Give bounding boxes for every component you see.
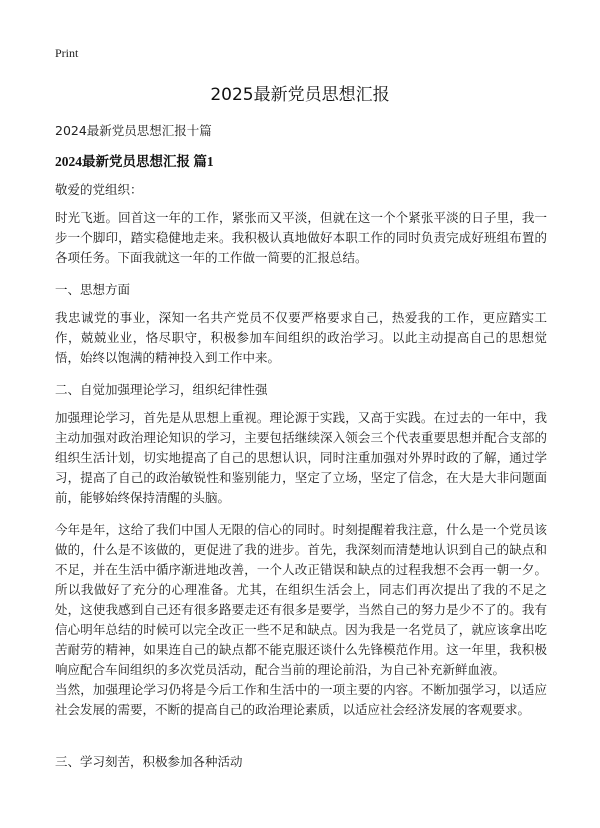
document-subtitle: 2024最新党员思想汇报十篇 <box>55 123 212 138</box>
heading-thought: 一、思想方面 <box>55 282 131 297</box>
paragraph-progress: 今年是年，这给了我们中国人无限的信心的同时。时刻提醒着我注意，什么是一个党员该做的，什么是不该做的，更促进了我的进步。首先，我深刻而清楚地认识到自己的缺点和不足，并在生活中循序渐进地改善，一个人改正错误和缺点的过程我想不会再一朝一夕。所以我做好了充分的心理准备。尤其，在组织生活会上，同志们再次提出了我的不足之处，这使我感到自己还有很多路要走还有很多是要学，当然自己的努力是少不了的。我有信心明年总结的时候可以完全改正一些不足和缺点。因为我是一名党员了，就应该拿出吃苦耐劳的精神，如果连自己的缺点都不能克服还谈什么先锋模范作用。这一年里，我积极响应配合车间组织的多次党员活动，配合当前的理论前沿，为自己补充新鲜血液。 <box>55 522 547 677</box>
paragraph-conclusion: 当然，加强理论学习仍将是今后工作和生活中的一项主要的内容。不断加强学习，以适应社会发展的需要，不断的提高自己的政治理论素质，以适应社会经济发展的客观要求。 <box>55 682 547 717</box>
paragraph-thought: 我忠诚党的事业，深知一名共产党员不仅要严格要求自己，热爱我的工作，更应踏实工作，兢兢业业，恪尽职守，积极参加车间组织的政治学习。以此主动提高自己的思想觉悟，始终以饱满的精神投入到工作中来。 <box>55 310 547 365</box>
salutation: 敬爱的党组织： <box>55 182 143 197</box>
heading-study: 三、学习刻苦，积极参加各种活动 <box>55 754 243 769</box>
heading-theory: 二、自觉加强理论学习，组织纪律性强 <box>55 382 268 397</box>
paragraph-intro: 时光飞逝。回首这一年的工作，紧张而又平淡，但就在这一个个紧张平淡的日子里，我一步一个脚印，踏实稳健地走来。我积极认真地做好本职工作的同时负责完成好班组布置的各项任务。下面我就这一年的工作做一简要的汇报总结。 <box>55 210 547 265</box>
section-title: 2024最新党员思想汇报 篇1 <box>55 154 214 169</box>
page-title: 2025最新党员思想汇报 <box>210 85 390 105</box>
print-label[interactable]: Print <box>55 46 79 60</box>
paragraph-theory: 加强理论学习，首先是从思想上重视。理论源于实践，又高于实践。在过去的一年中，我主动加强对政治理论知识的学习，主要包括继续深入领会三个代表重要思想并配合支部的组织生活计划，切实地提高了自己的思想认识，同时注重加强对外界时政的了解，通过学习，提高了自己的政治敏锐性和鉴别能力，坚定了立场，坚定了信念，在大是大非问题面前，能够始终保持清醒的头脑。 <box>55 410 547 505</box>
